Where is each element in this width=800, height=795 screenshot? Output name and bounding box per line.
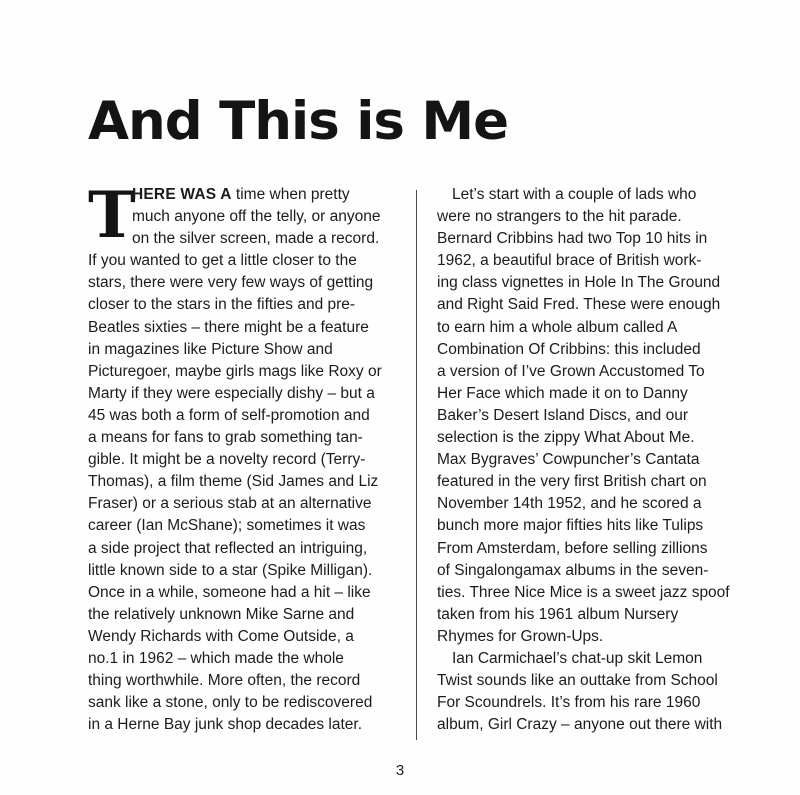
text-line: taken from his 1961 album Nursery [437,605,679,623]
text-fragment: time when pretty [231,186,350,203]
text-line: thing worthwhile. More often, the record [88,672,361,690]
text-line: For Scoundrels. It’s from his rare 1960 [437,694,701,712]
text-line: album, Girl Crazy – anyone out there with [437,716,723,734]
text-line: to earn him a whole album called A [437,318,678,336]
text-line: If you wanted to get a little closer to the [88,252,357,270]
text-line: Fraser) or a serious stab at an alternative [88,495,372,513]
text-line: a version of I’ve Grown Accustomed To [437,362,705,380]
drop-cap: T [88,178,136,253]
text-line: Picturegoer, maybe girls mags like Roxy or [88,362,382,380]
text-line: Let’s start with a couple of lads who [452,186,697,203]
text-line: on the silver screen, made a record. [132,230,380,248]
text-line: little known side to a star (Spike Milligan). [88,561,373,579]
text-line: Rhymes for Grown-Ups. [437,627,604,645]
text-line: Her Face which made it on to Danny [437,384,688,402]
text-line: sank like a stone, only to be rediscovered [88,694,373,712]
page-number: 3 [395,762,405,779]
text-line: Max Bygraves’ Cowpuncher’s Cantata [437,451,700,469]
text-line: Combination Of Cribbins: this included [437,340,701,358]
text-line: were no strangers to the hit parade. [437,208,682,226]
right-text-column [437,184,749,736]
text-line: Bernard Cribbins had two Top 10 hits in [437,230,708,248]
text-line: Once in a while, someone had a hit – like [88,583,371,601]
text-line: of Singalongamax albums in the seven- [437,561,709,579]
text-line: much anyone off the telly, or anyone [132,208,381,226]
column-divider [416,190,417,740]
text-line: Thomas), a film theme (Sid James and Liz [88,473,379,491]
text-line: selection is the zippy What About Me. [437,429,695,447]
text-line: a means for fans to grab something tan- [88,429,363,447]
text-line: ing class vignettes in Hole In The Ground [437,274,721,292]
text-line: Twist sounds like an outtake from School [437,672,718,690]
text-line: 45 was both a form of self-promotion and [88,406,370,424]
left-text-column [88,178,400,736]
text-line: in magazines like Picture Show and [88,340,333,358]
text-line: no.1 in 1962 – which made the whole [88,649,344,667]
text-line [88,184,400,206]
text-line: stars, there were very few ways of getting [88,274,374,292]
text-line: gible. It might be a novelty record (Terry- [88,451,366,469]
page-title: And This is Me [88,91,509,152]
text-line: November 14th 1952, and he scored a [437,495,702,513]
text-line: career (Ian McShane); sometimes it was [88,517,366,535]
text-line: closer to the stars in the fifties and pre- [88,296,356,314]
text-line: in a Herne Bay junk shop decades later. [88,716,363,734]
text-line: Baker’s Desert Island Discs, and our [437,406,688,424]
text-line: Ian Carmichael’s chat-up skit Lemon [452,649,703,667]
text-line: and Right Said Fred. These were enough [437,296,721,314]
text-line: a side project that reflected an intriguing, [88,539,368,557]
text-line: Marty if they were especially dishy – but a [88,384,375,402]
text-line: Wendy Richards with Come Outside, a [88,627,354,645]
text-line: the relatively unknown Mike Sarne and [88,605,355,623]
text-line: featured in the very first British chart on [437,473,707,491]
text-line: Beatles sixties – there might be a feature [88,318,369,336]
lead-in-text: HERE WAS A [132,186,232,203]
text-line: bunch more major fifties hits like Tulips [437,517,704,535]
text-line: 1962, a beautiful brace of British work- [437,252,702,270]
text-line: From Amsterdam, before selling zillions [437,539,708,557]
text-line: ties. Three Nice Mice is a sweet jazz spoof [437,583,730,601]
